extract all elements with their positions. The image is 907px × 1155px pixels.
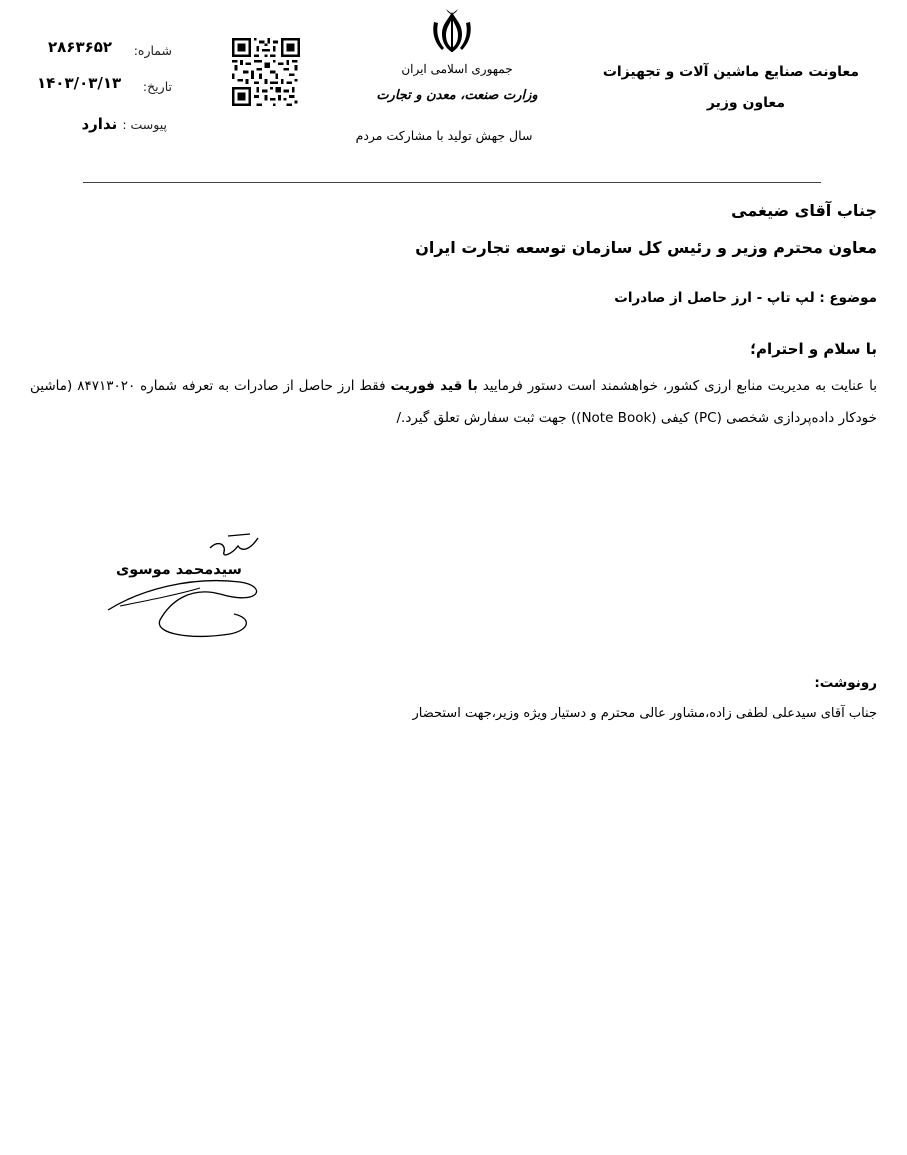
country-name: جمهوری اسلامی ایران xyxy=(401,62,513,76)
addressee-name: جناب آقای ضیغمی xyxy=(731,201,877,220)
greeting: با سلام و احترام؛ xyxy=(750,340,877,358)
handwritten-signature-icon xyxy=(100,530,275,645)
deputy-role: معاون وزیر xyxy=(706,95,785,111)
attachment-value: ندارد xyxy=(81,115,118,133)
attachment-label: پیوست : xyxy=(122,117,167,132)
date-label: تاریخ: xyxy=(142,79,172,94)
body-text-part1: با عنایت به مدیریت منابع ارزی کشور، خواهشمند است دستور فرمایید xyxy=(477,378,877,394)
letter-date-value: ۱۴۰۳/۰۳/۱۳ xyxy=(37,74,122,92)
letter-body xyxy=(30,370,877,434)
letter-date-label xyxy=(143,76,172,95)
letter-subject: موضوع : لپ تاپ - ارز حاصل از صادرات xyxy=(614,290,877,306)
ministry-name: وزارت صنعت، معدن و تجارت xyxy=(376,88,538,103)
body-emphasis: با قید فوریت xyxy=(390,378,478,394)
letter-number-value: ۲۸۶۳۶۵۲ xyxy=(48,38,113,56)
cc-recipient: جناب آقای سیدعلی لطفی زاده،مشاور عالی محترم و دستیار ویژه وزیر،جهت استحضار xyxy=(412,706,877,721)
year-motto: سال جهش تولید با مشارکت مردم xyxy=(355,128,533,143)
number-label: شماره: xyxy=(133,43,172,58)
deputy-office-title: معاونت صنایع ماشین آلات و تجهیزات xyxy=(602,64,859,80)
addressee-title: معاون محترم وزیر و رئیس کل سازمان توسعه تجارت ایران xyxy=(415,238,877,257)
header-divider xyxy=(83,182,821,183)
attachment-row xyxy=(81,114,167,133)
cc-heading: رونوشت: xyxy=(814,675,877,691)
letter-number-label xyxy=(134,40,172,59)
body-text-part2: فقط ارز حاصل از صادرات به تعرفه شماره ۸۴۷۱۳۰۲۰ (ماشین خودکار داده‌پردازی شخصی (PC) کیفی (Note Book)) جهت ثبت سفارش تعلق گیرد./ xyxy=(30,378,877,426)
signer-name: سیدمحمد موسوی xyxy=(116,562,242,578)
emblem-icon xyxy=(430,8,474,56)
qr-code-icon xyxy=(232,38,300,106)
